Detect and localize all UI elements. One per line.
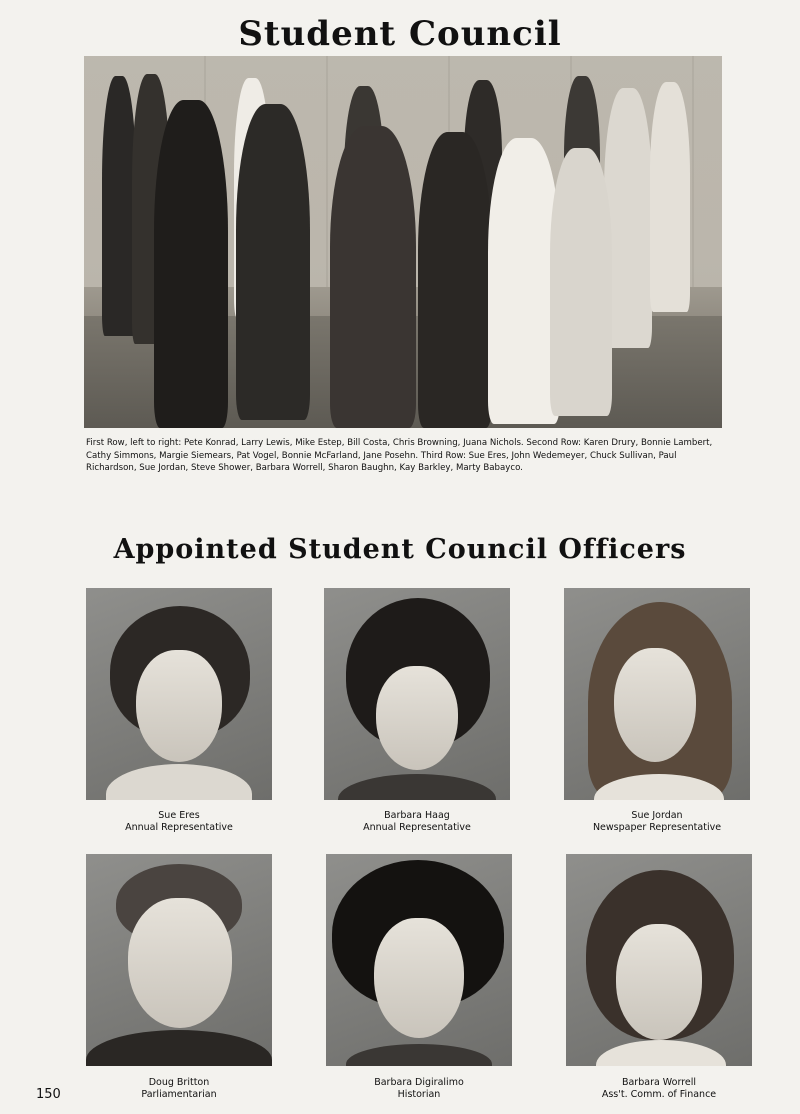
officer-portrait	[86, 588, 272, 800]
officer-caption	[79, 810, 279, 834]
officer-caption	[559, 1077, 759, 1101]
student-figure	[550, 148, 612, 416]
officer-role: Newspaper Representative	[592, 822, 722, 833]
officers-section-title: Appointed Student Council Officers	[113, 534, 687, 565]
officer-caption	[317, 810, 517, 834]
officer-caption	[319, 1077, 519, 1101]
officer-caption	[557, 810, 757, 834]
student-figure	[102, 76, 136, 336]
officer-role: Annual Representative	[125, 822, 233, 833]
officer-name: Barbara Worrell	[621, 1077, 697, 1088]
officer-portrait	[566, 854, 752, 1066]
officer-role: Historian	[397, 1089, 441, 1100]
group-photo-caption: First Row, left to right: Pete Konrad, Larry Lewis, Mike Estep, Bill Costa, Chris Browning, Juana Nichols. Second Row: Karen Drury, Bonnie Lambert, Cathy Simmons, Margie Siemears, Pat Vogel, Bonnie McFarland, Jane Posehn. Third Row: Sue Eres, John Wedemeyer, Chuck Sullivan, Paul Richardson, Sue Jordan, Steve Shower, Barbara Worrell, Sharon Baughn, Kay Barkley, Marty Babayco.	[86, 438, 713, 473]
student-figure	[154, 100, 228, 428]
officer-name: Sue Jordan	[631, 810, 683, 821]
page-title: Student Council	[238, 14, 562, 54]
student-figure	[236, 104, 310, 420]
officer-portrait	[86, 854, 272, 1066]
group-photo	[84, 56, 722, 428]
page-number: 150	[36, 1087, 61, 1102]
officer-role: Parliamentarian	[141, 1089, 217, 1100]
officer-name: Barbara Digiralimo	[374, 1077, 464, 1088]
officer-name: Doug Britton	[148, 1077, 210, 1088]
officer-name: Sue Eres	[158, 810, 200, 821]
student-figure	[330, 126, 416, 428]
officer-role: Ass't. Comm. of Finance	[601, 1089, 717, 1100]
officer-caption	[79, 1077, 279, 1101]
officer-portrait	[564, 588, 750, 800]
student-figure	[418, 132, 492, 428]
officer-role: Annual Representative	[363, 822, 471, 833]
student-figure	[650, 82, 690, 312]
officer-portrait	[326, 854, 512, 1066]
officer-name: Barbara Haag	[384, 810, 450, 821]
officer-portrait	[324, 588, 510, 800]
